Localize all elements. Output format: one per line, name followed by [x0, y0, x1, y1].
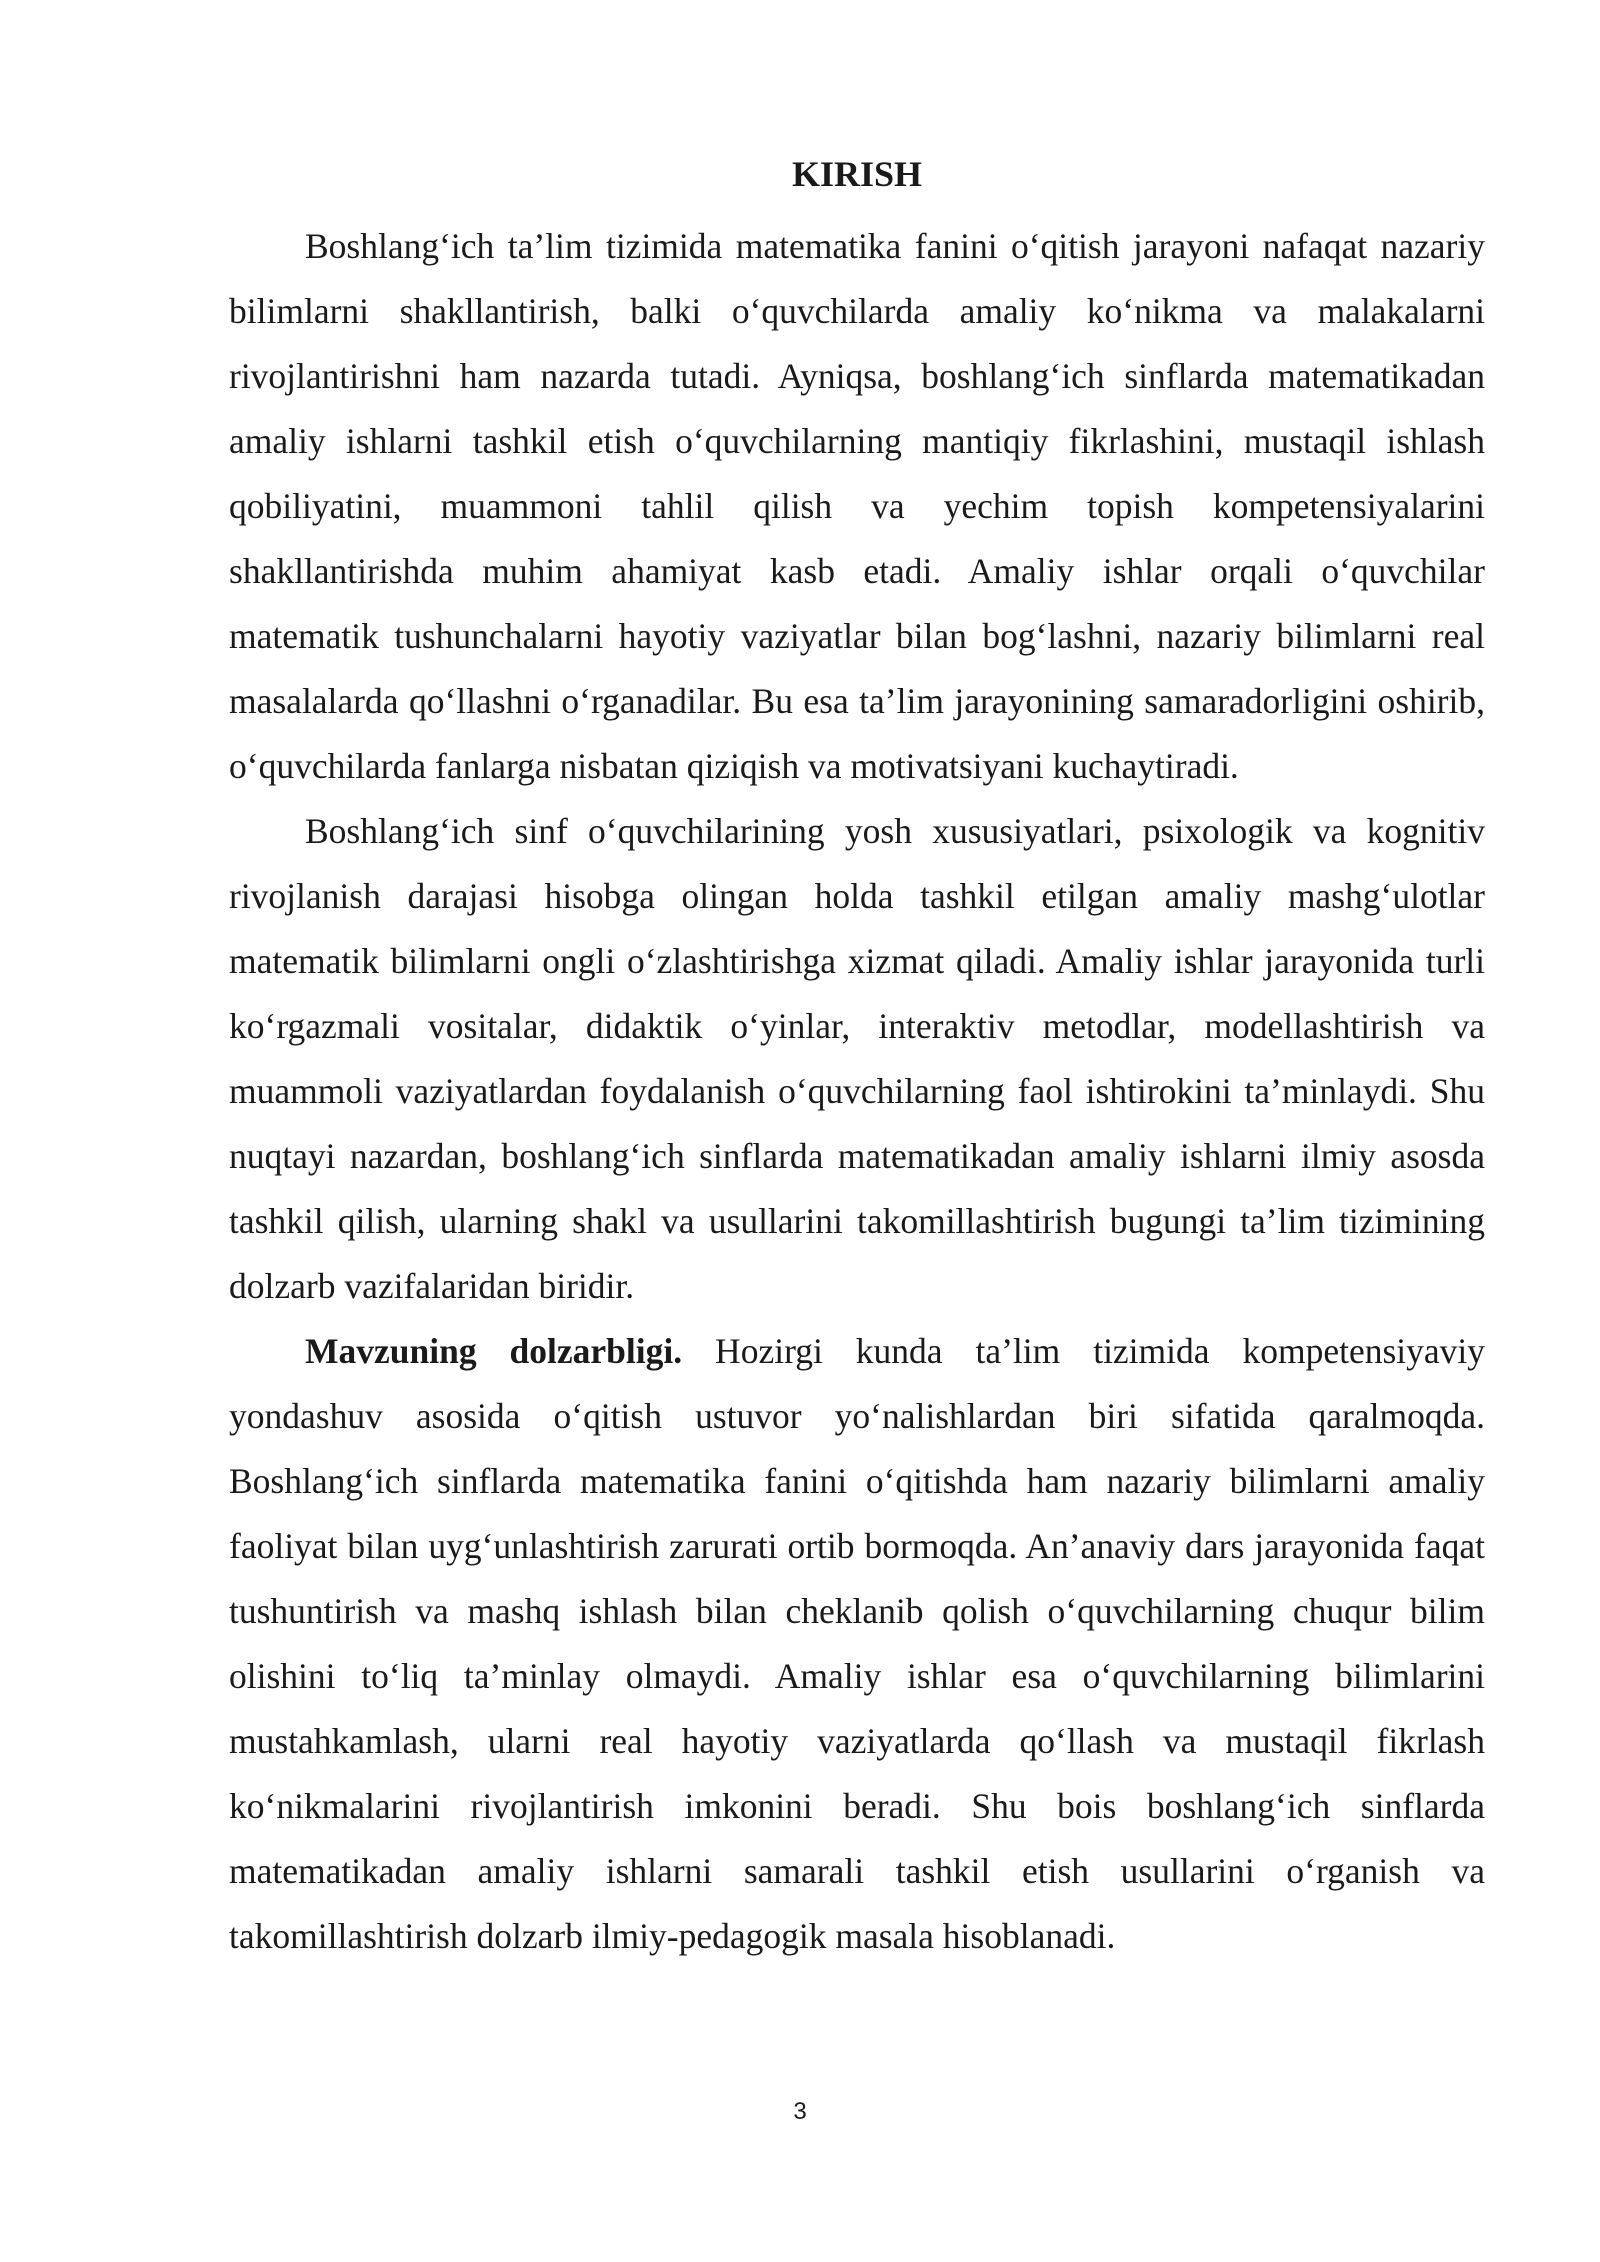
relevance-heading: Mavzuning dolzarbligi. — [305, 1331, 683, 1371]
paragraph-relevance-text: Hozirgi kunda ta’lim tizimida kompetensiyaviy yondashuv asosida o‘qitish ustuvor yo‘nalishlardan biri sifatida qaralmoqda. Boshlang‘ich sinflarda matematika fanini o‘qitishda ham nazariy bilimlarni amaliy faoliyat bilan uyg‘unlashtirish zarurati ortib bormoqda. An’anaviy dars jarayonida faqat tushuntirish va mashq ishlash bilan cheklanib qolish o‘quvchilarning chuqur bilim olishini to‘liq ta’minlay olmaydi. Amaliy ishlar esa o‘quvchilarning bilimlarini mustahkamlash, ularni real hayotiy vaziyatlarda qo‘llash va mustaqil fikrlash ko‘nikmalarini rivojlantirish imkonini beradi. Shu bois boshlang‘ich sinflarda matematikadan amaliy ishlarni samarali tashkil etish usullarini o‘rganish va takomillashtirish dolzarb ilmiy-pedagogik masala hisoblanadi. — [229, 1331, 1486, 1956]
paragraph-relevance — [229, 1319, 1485, 1969]
paragraph-age-features-text: Boshlang‘ich sinf o‘quvchilarining yosh xususiyatlari, psixologik va kognitiv rivojlanish darajasi hisobga olingan holda tashkil etilgan amaliy mashg‘ulotlar matematik bilimlarni ongli o‘zlashtirishga xizmat qiladi. Amaliy ishlar jarayonida turli ko‘rgazmali vositalar, didaktik o‘yinlar, interaktiv metodlar, modellashtirish va muammoli vaziyatlardan foydalanish o‘quvchilarning faol ishtirokini ta’minlaydi. Shu nuqtayi nazardan, boshlang‘ich sinflarda matematikadan amaliy ishlarni ilmiy asosda tashkil qilish, ularning shakl va usullarini takomillashtirish bugungi ta’lim tizimining dolzarb vazifalaridan biridir. — [229, 811, 1485, 1306]
paragraph-age-features — [229, 799, 1485, 1319]
document-page — [229, 148, 1485, 1969]
section-title: KIRISH — [791, 154, 923, 194]
paragraph-intro — [229, 214, 1485, 799]
paragraph-intro-text: Boshlang‘ich ta’lim tizimida matematika fanini o‘qitish jarayoni nafaqat nazariy bilimlarni shakllantirish, balki o‘quvchilarda amaliy ko‘nikma va malakalarni rivojlantirishni ham nazarda tutadi. Ayniqsa, boshlang‘ich sinflarda matematikadan amaliy ishlarni tashkil etish o‘quvchilarning mantiqiy fikrlashini, mustaqil ishlash qobiliyatini, muammoni tahlil qilish va yechim topish kompetensiyalarini shakllantirishda muhim ahamiyat kasb etadi. Amaliy ishlar orqali o‘quvchilar matematik tushunchalarni hayotiy vaziyatlar bilan bog‘lashni, nazariy bilimlarni real masalalarda qo‘llashni o‘rganadilar. Bu esa ta’lim jarayonining samaradorligini oshirib, o‘quvchilarda fanlarga nisbatan qiziqish va motivatsiyani kuchaytiradi. — [229, 226, 1485, 786]
page-number: 3 — [793, 2098, 807, 2125]
